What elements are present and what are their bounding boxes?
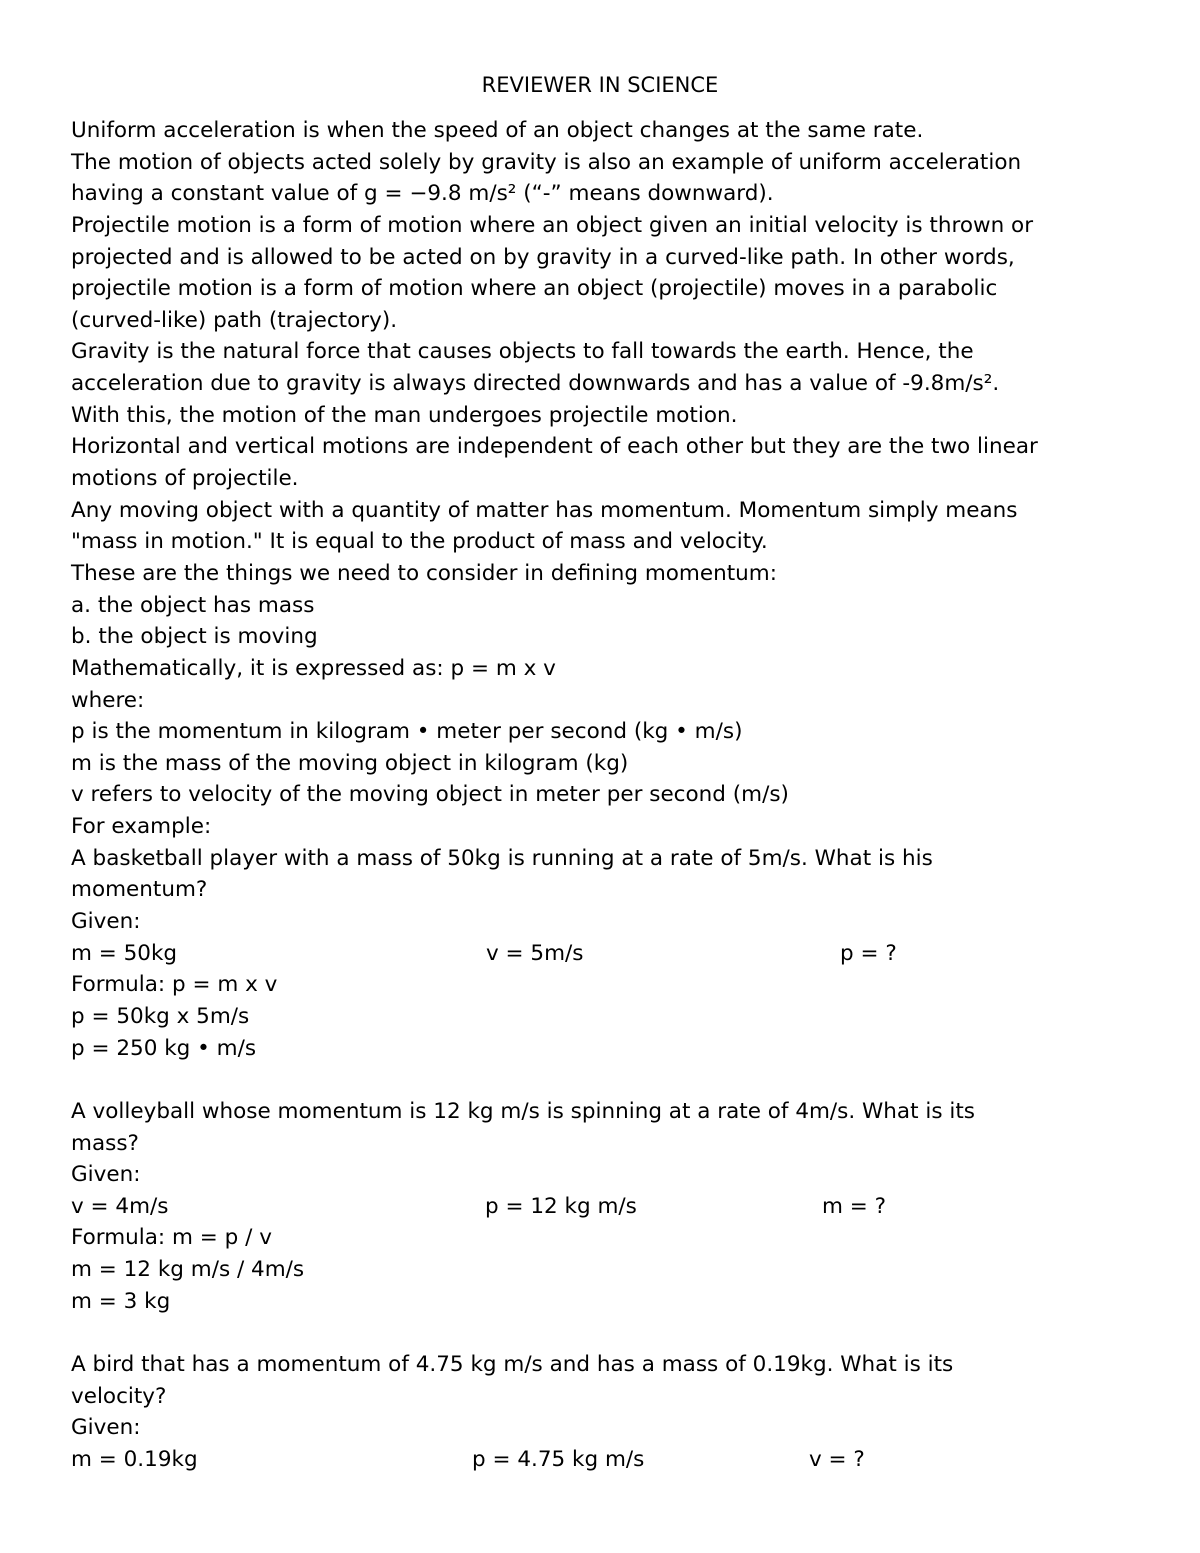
text-line: Any moving object with a quantity of matter has momentum. Momentum simply means	[71, 497, 1018, 523]
given-value: p = 4.75 kg m/s	[472, 1446, 645, 1472]
formula-line: Formula: m = p / v	[71, 1225, 272, 1251]
definition-line: m is the mass of the moving object in kilogram (kg)	[71, 750, 629, 776]
text-line: Projectile motion is a form of motion where an object given an initial velocity is thrown or	[71, 212, 1034, 238]
example-question: mass?	[71, 1130, 139, 1156]
text-line: motions of projectile.	[71, 466, 299, 492]
given-value: v = 5m/s	[486, 940, 584, 966]
given-value: m = 50kg	[71, 940, 178, 966]
given-value: v = 4m/s	[71, 1193, 169, 1219]
formula-line: Formula: p = m x v	[71, 972, 278, 998]
given-value: p = ?	[840, 940, 897, 966]
text-line: Gravity is the natural force that causes objects to fall towards the earth. Hence, the	[71, 339, 974, 365]
text-line: where:	[71, 687, 145, 713]
text-line: For example:	[71, 814, 212, 840]
text-line: projected and is allowed to be acted on by gravity in a curved-like path. In other words,	[71, 244, 1015, 270]
text-line: having a constant value of g = −9.8 m/s² (“-” means downward).	[71, 181, 774, 207]
list-item: b. the object is moving	[71, 624, 318, 650]
text-line: Horizontal and vertical motions are independent of each other but they are the two linear	[71, 434, 1038, 460]
given-row	[71, 1191, 1151, 1223]
solution-step: m = 12 kg m/s / 4m/s	[71, 1257, 305, 1283]
given-value: m = 0.19kg	[71, 1446, 198, 1472]
blank-line	[71, 1064, 1151, 1096]
text-line: With this, the motion of the man undergoes projectile motion.	[71, 402, 738, 428]
definition-line: v refers to velocity of the moving object in meter per second (m/s)	[71, 782, 789, 808]
solution-step: m = 3 kg	[71, 1288, 171, 1314]
given-row	[71, 1444, 1151, 1476]
example-question: A basketball player with a mass of 50kg is running at a rate of 5m/s. What is his	[71, 845, 933, 871]
example-question: velocity?	[71, 1383, 167, 1409]
given-value: m = ?	[822, 1193, 887, 1219]
solution-step: p = 50kg x 5m/s	[71, 1003, 250, 1029]
text-line: "mass in motion." It is equal to the product of mass and velocity.	[71, 529, 768, 555]
given-value: v = ?	[809, 1446, 865, 1472]
given-value: p = 12 kg m/s	[485, 1193, 637, 1219]
list-item: a. the object has mass	[71, 592, 315, 618]
text-line: Uniform acceleration is when the speed of an object changes at the same rate.	[71, 118, 924, 143]
formula-line: Mathematically, it is expressed as: p = m x v	[71, 655, 556, 681]
example-question: momentum?	[71, 877, 208, 903]
text-line: These are the things we need to consider in defining momentum:	[71, 560, 777, 586]
text-line: The motion of objects acted solely by gravity is also an example of uniform acceleration	[71, 149, 1022, 175]
text-line: acceleration due to gravity is always directed downwards and has a value of -9.8m/s².	[71, 371, 1000, 397]
given-label: Given:	[71, 909, 141, 935]
document-title: REVIEWER IN SCIENCE	[481, 73, 719, 97]
given-row	[71, 938, 1151, 970]
given-label: Given:	[71, 1162, 141, 1188]
text-line: (curved-like) path (trajectory).	[71, 307, 398, 333]
text-line: projectile motion is a form of motion where an object (projectile) moves in a parabolic	[71, 276, 998, 302]
solution-step: p = 250 kg • m/s	[71, 1035, 257, 1061]
blank-line	[71, 1317, 1151, 1349]
definition-line: p is the momentum in kilogram • meter per second (kg • m/s)	[71, 719, 743, 745]
given-label: Given:	[71, 1415, 141, 1441]
document-body	[71, 115, 1151, 1476]
example-question: A bird that has a momentum of 4.75 kg m/s and has a mass of 0.19kg. What is its	[71, 1351, 954, 1377]
example-question: A volleyball whose momentum is 12 kg m/s is spinning at a rate of 4m/s. What is its	[71, 1098, 975, 1124]
